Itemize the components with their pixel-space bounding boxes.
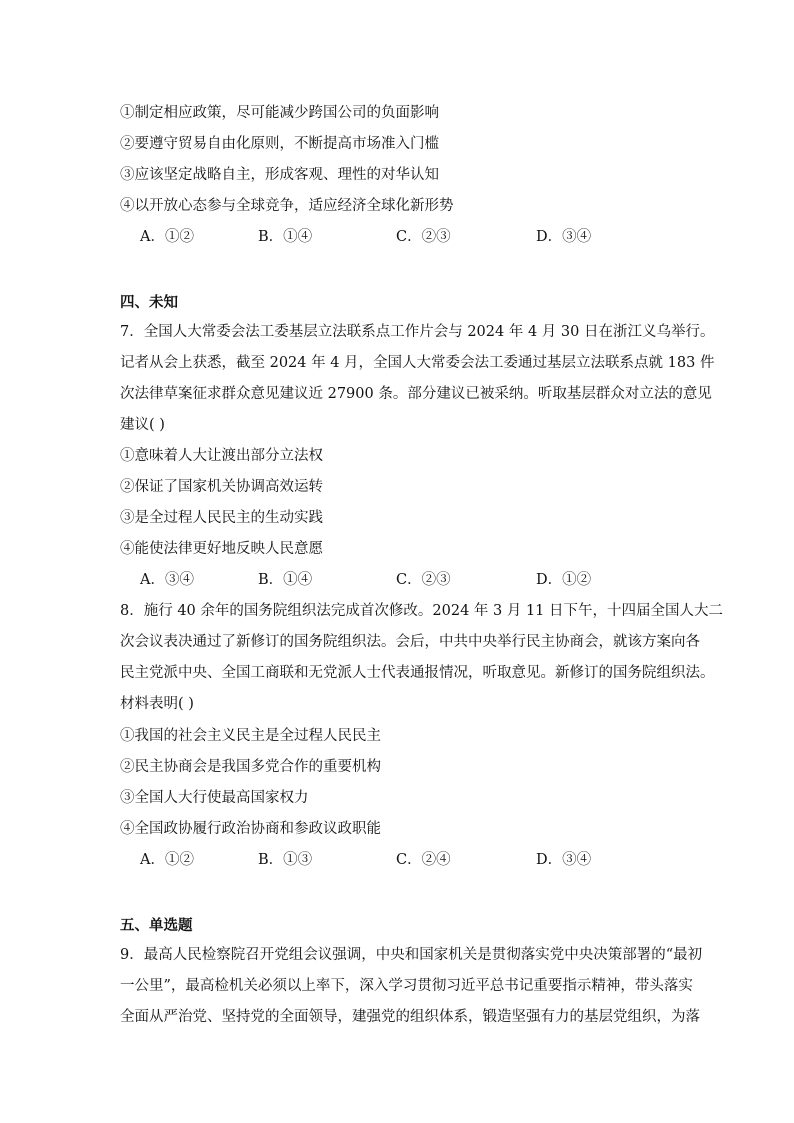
q6-option-b: B．①④ [258,229,313,245]
q7-option-d: D．①② [536,572,592,588]
q9-stem-line-1: 9．最高人民检察院召开党组会议强调，中央和国家机关是贯彻落实党中央决策部署的“最初 [120,947,703,963]
q8-item-1: ①我国的社会主义民主是全过程人民民主 [120,728,381,744]
q6-item-2: ②要遵守贸易自由化原则，不断提高市场准入门槛 [120,136,439,152]
q6-option-a: A．①② [140,229,194,245]
section-4-title: 四、未知 [120,294,178,311]
q8-stem-line-1: 8．施行 40 余年的国务院组织法完成首次修改。2024 年 3 月 11 日下午，十四届全国人大二 [120,603,724,619]
q7-option-c: C．②③ [396,572,451,588]
q6-item-4: ④以开放心态参与全球竞争，适应经济全球化新形势 [120,198,454,214]
q8-stem-line-3: 民主党派中央、全国工商联和无党派人士代表通报情况，听取意见。新修订的国务院组织法。 [120,665,715,681]
q8-item-4: ④全国政协履行政治协商和参政议政职能 [120,821,381,837]
q7-stem-line-3: 次法律草案征求群众意见建议近 27900 条。部分建议已被采纳。听取基层群众对立法的意见 [120,386,712,402]
q7-stem-line-2: 记者从会上获悉，截至 2024 年 4 月，全国人大常委会法工委通过基层立法联系点就 183 件 [120,355,715,371]
q9-stem-line-2: 一公里”，最高检机关必须以上率下，深入学习贯彻习近平总书记重要指示精神，带头落实 [120,978,693,994]
q7-stem-line-4: 建议( ) [120,417,165,433]
q7-item-1: ①意味着人大让渡出部分立法权 [120,448,323,464]
q7-item-4: ④能使法律更好地反映人民意愿 [120,541,323,557]
q7-option-b: B．①④ [258,572,313,588]
q8-item-2: ②民主协商会是我国多党合作的重要机构 [120,759,381,775]
q7-stem-line-1: 7．全国人大常委会法工委基层立法联系点工作片会与 2024 年 4 月 30 日在浙江义乌举行。 [120,324,715,340]
q7-item-2: ②保证了国家机关协调高效运转 [120,479,323,495]
q8-stem-line-2: 次会议表决通过了新修订的国务院组织法。会后，中共中央举行民主协商会，就该方案向各 [120,634,700,650]
q6-item-3: ③应该坚定战略自主，形成客观、理性的对华认知 [120,167,439,183]
q8-option-a: A．①② [140,852,194,868]
q9-stem-line-3: 全面从严治党、坚持党的全面领导，建强党的组织体系，锻造坚强有力的基层党组织，为落 [120,1009,700,1025]
q8-option-b: B．①③ [258,852,313,868]
section-5-title: 五、单选题 [120,917,193,934]
q6-option-d: D．③④ [536,229,592,245]
q6-option-c: C．②③ [396,229,451,245]
q8-option-c: C．②④ [396,852,451,868]
q8-stem-line-4: 材料表明( ) [120,696,194,712]
q6-item-1: ①制定相应政策，尽可能减少跨国公司的负面影响 [120,105,439,121]
q8-item-3: ③全国人大行使最高国家权力 [120,790,309,806]
q8-option-d: D．③④ [536,852,592,868]
q7-item-3: ③是全过程人民民主的生动实践 [120,510,323,526]
q7-option-a: A．③④ [140,572,194,588]
